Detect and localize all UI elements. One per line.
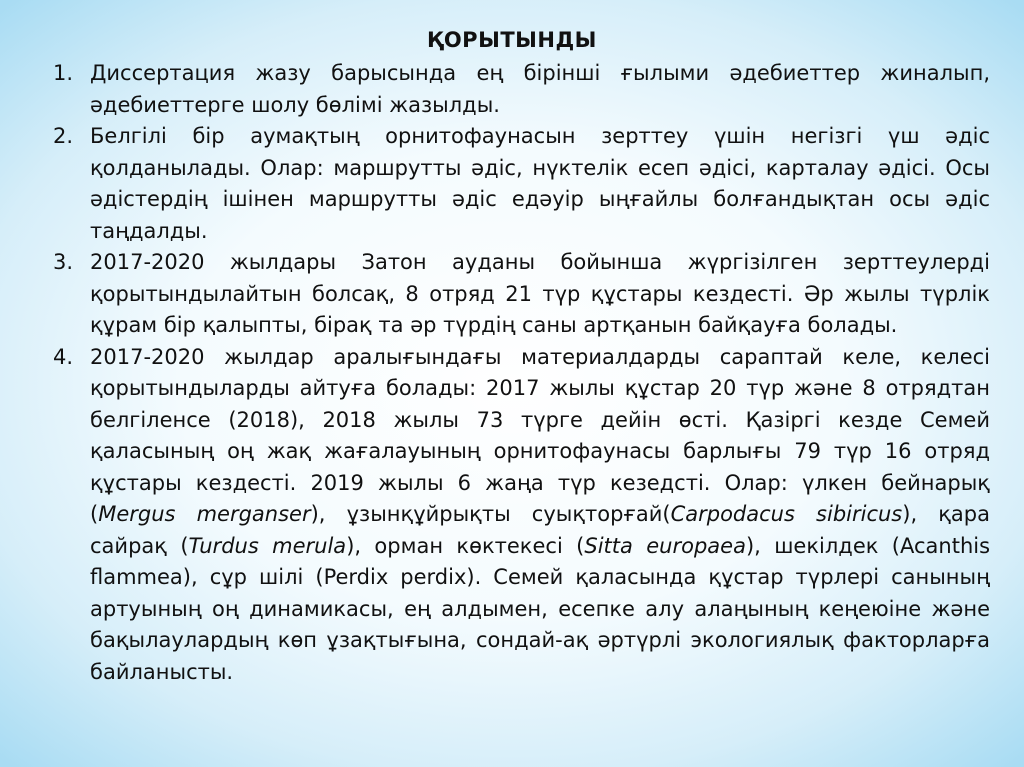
item-text bbox=[90, 124, 990, 243]
item-number: 3. bbox=[53, 250, 74, 274]
list-item bbox=[0, 121, 990, 247]
conclusions-list bbox=[0, 58, 990, 688]
item-text bbox=[90, 61, 990, 117]
species-latin-name: Carpodacus sibiricus bbox=[670, 502, 903, 526]
text-run: 2017-2020 жылдар аралығындағы материалдарды сараптай келе, келесі қорытындыларды айтуға болады: 2017 жылы құстар 20 түр және 8 отрядтан белгіленсе (2018), 2018 жылы 73 түрге дейін өсті. Қазіргі кезде Семей қаласының оң жақ жағалауының орнитофаунасы барлығы 79 түр 16 отряд құстары кездесті. 2019 жылы 6 жаңа түр кезедсті. Олар: үлкен бейнарық ( bbox=[90, 344, 990, 526]
species-latin-name: Turdus merula bbox=[188, 533, 347, 558]
item-number: 1. bbox=[53, 61, 74, 85]
text-run: Белгілі бір аумақтың орнитофаунасын зерттеу үшін негізгі үш әдіс қолданылады. Олар: маршрутты әдіс, нүктелік есеп әдісі, карталау әдісі. Осы әдістердің ішінен маршрутты әдіс едәуір ыңғайлы болғандықтан осы әдіс таңдалды. bbox=[90, 124, 990, 243]
slide-title: ҚОРЫТЫНДЫ bbox=[427, 28, 597, 52]
list-item bbox=[0, 58, 990, 121]
text-run: ), қара сайрақ ( bbox=[90, 502, 990, 558]
text-run: ), ұзынқұйрықты суықторғай( bbox=[310, 502, 671, 526]
list-item bbox=[0, 342, 990, 689]
text-run: ), орман көктекесі ( bbox=[346, 533, 585, 558]
item-text bbox=[90, 345, 990, 684]
item-number: 2. bbox=[53, 124, 74, 148]
text-run: 2017-2020 жылдары Затон ауданы бойынша жүргізілген зерттеулерді қорытындылайтын болсақ, 8 отряд 21 түр құстары кездесті. Әр жылы түрлік құрам бір қалыпты, бірақ та әр түрдің саны артқанын байқауға болады. bbox=[90, 250, 990, 337]
species-latin-name: Mergus merganser bbox=[98, 502, 311, 526]
list-item bbox=[0, 247, 990, 342]
species-latin-name: Sitta europaea bbox=[584, 533, 746, 558]
item-number: 4. bbox=[53, 344, 74, 369]
item-text bbox=[90, 250, 990, 337]
text-run: ), шекілдек (Acanthis flammea), сұр шілі (Perdix perdix). Семей қаласында құстар түрлері санының артуының оң динамикасы, ең алдымен, есепке алу алаңының кеңеюіне және бақылаулардың көп ұзақтығына, сондай-ақ әртүрлі экологиялық факторларға байланысты. bbox=[90, 533, 991, 684]
text-run: Диссертация жазу барысында ең бірінші ғылыми әдебиеттер жиналып, әдебиеттерге шолу бөлімі жазылды. bbox=[90, 61, 990, 117]
